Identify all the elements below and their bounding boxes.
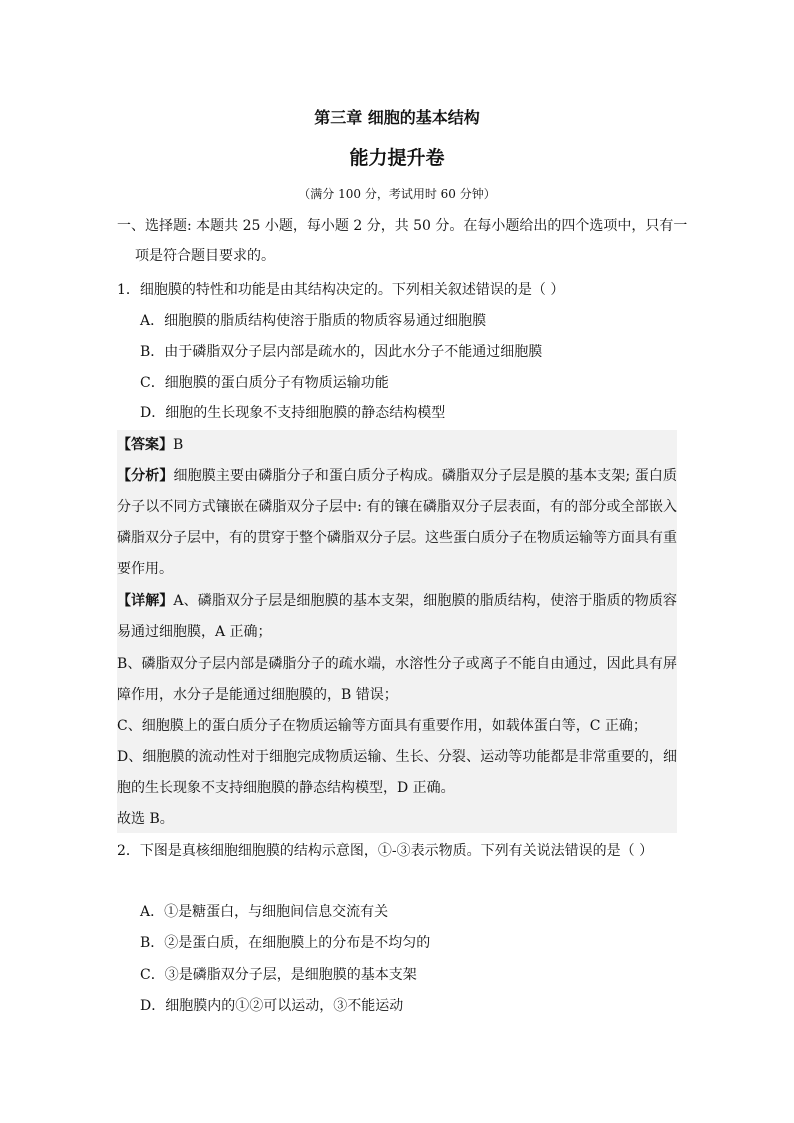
detail-line-7: 胞的生长现象不支持细胞膜的静态结构模型，D 正确。 [117, 780, 455, 796]
answer-line [117, 437, 183, 453]
detail-text-1: A、磷脂双分子层是细胞膜的基本支架，细胞膜的脂质结构，使溶于脂质的物质容 [173, 593, 678, 609]
analysis-line-1 [117, 468, 677, 484]
question-1-option-c: C．细胞膜的蛋白质分子有物质运输功能 [140, 375, 389, 391]
detail-line-6: D、细胞膜的流动性对于细胞完成物质运输、生长、分裂、运动等功能都是非常重要的，细 [117, 749, 677, 765]
question-2-option-b: B．②是蛋白质，在细胞膜上的分布是不均匀的 [140, 935, 431, 951]
detail-line-2: 易通过细胞膜，A 正确； [117, 624, 272, 640]
question-1-stem: 1．细胞膜的特性和功能是由其结构决定的。下列相关叙述错误的是（ ） [117, 282, 565, 298]
analysis-label: 【分析】 [117, 468, 174, 484]
question-2-option-d: D．细胞膜内的①②可以运动，③不能运动 [140, 998, 404, 1014]
question-1-option-d: D．细胞的生长现象不支持细胞膜的静态结构模型 [140, 405, 446, 421]
detail-label: 【详解】 [117, 593, 174, 609]
detail-line-5: C、细胞膜上的蛋白质分子在物质运输等方面具有重要作用，如载体蛋白等，C 正确； [117, 718, 647, 734]
answer-label: 【答案】 [117, 437, 173, 453]
question-2-stem: 2．下图是真核细胞细胞膜的结构示意图，①-③表示物质。下列有关说法错误的是（ ） [117, 843, 654, 859]
analysis-line-4: 要作用。 [117, 561, 173, 577]
question-2-option-a: A．①是糖蛋白，与细胞间信息交流有关 [140, 904, 389, 920]
analysis-text-1: 细胞膜主要由磷脂分子和蛋白质分子构成。磷脂双分子层是膜的基本支架; 蛋白质 [173, 468, 677, 484]
analysis-line-3: 磷脂双分子层中，有的贯穿于整个磷脂双分子层。这些蛋白质分子在物质运输等方面具有重 [117, 530, 677, 546]
chapter-title: 第三章 细胞的基本结构 [314, 108, 480, 127]
section-heading-line-1: 一、选择题: 本题共 25 小题，每小题 2 分，共 50 分。在每小题给出的四个选项中，只有一 [117, 218, 688, 234]
section-heading-line-2: 项是符合题目要求的。 [135, 248, 275, 264]
analysis-line-2: 分子以不同方式镶嵌在磷脂双分子层中: 有的镶在磷脂双分子层表面，有的部分或全部嵌入 [117, 499, 677, 515]
detail-line-3: B、磷脂双分子层内部是磷脂分子的疏水端，水溶性分子或离子不能自由通过，因此具有屏 [117, 656, 677, 672]
question-2-option-c: C．③是磷脂双分子层，是细胞膜的基本支架 [140, 967, 417, 983]
detail-line-8: 故选 B。 [117, 811, 174, 827]
exam-subtitle: 能力提升卷 [349, 147, 445, 169]
answer-value: B [173, 437, 184, 453]
detail-line-1 [117, 593, 677, 609]
detail-line-4: 障作用，水分子是能通过细胞膜的，B 错误； [117, 687, 398, 703]
question-1-option-a: A．细胞膜的脂质结构使溶于脂质的物质容易通过细胞膜 [140, 313, 487, 329]
exam-note: （满分 100 分，考试用时 60 分钟） [298, 187, 496, 201]
question-1-option-b: B．由于磷脂双分子层内部是疏水的，因此水分子不能通过细胞膜 [140, 344, 543, 360]
